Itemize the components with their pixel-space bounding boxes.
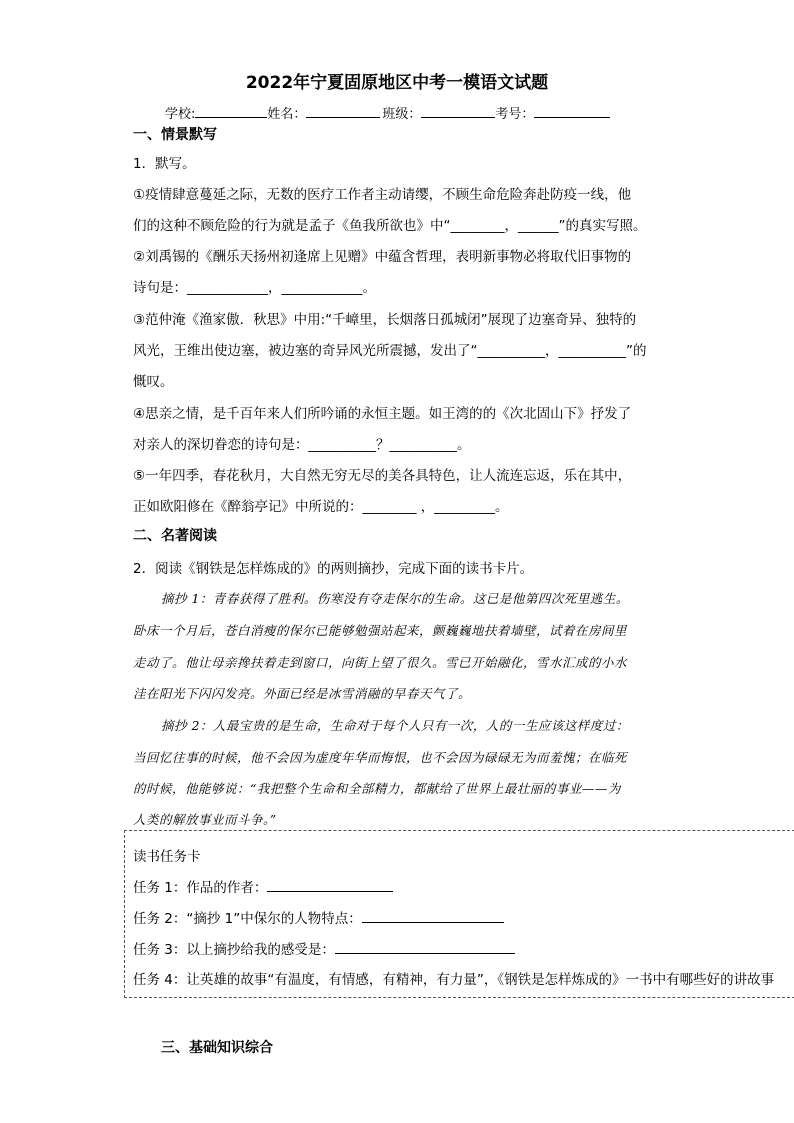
task-3-label: 任务 3：以上摘抄给我的感受是：: [133, 942, 335, 958]
section-heading-1: 一、情景默写: [133, 127, 217, 143]
q1-line: ⑤一年四季，春花秋月，大自然无穷无尽的美各具特色，让人流连忘返，乐在其中，: [133, 468, 632, 484]
class-label: 班级：: [382, 107, 422, 122]
task-2: [133, 907, 504, 927]
name-blank: [306, 105, 380, 118]
excerpt-line: 人类的解放事业而斗争。”: [133, 812, 277, 827]
excerpt-line: 洼在阳光下闪闪发亮。外面已经是冰雪消融的早春天气了。: [133, 686, 472, 701]
school-label: 学校:: [165, 107, 196, 122]
task-1-blank: [267, 879, 393, 892]
task-1: [133, 876, 393, 896]
q1-line: 们的这种不顾危险的行为就是孟子《鱼我所欲也》中“________，______”的真实写照。: [133, 218, 647, 234]
excerpt-line: 摘抄 1：青春获得了胜利。伤寒没有夺走保尔的生命。这已是他第四次死里逃生。: [161, 591, 629, 606]
task-1-label: 任务 1：作品的作者：: [133, 880, 268, 896]
task-2-blank: [362, 910, 504, 923]
q1-line: 对亲人的深切眷恋的诗句是：__________？__________。: [133, 437, 471, 453]
excerpt-line: 当回忆往事的时候，他不会因为虚度年华而悔恨，也不会因为碌碌无为而羞愧；在临死: [133, 750, 628, 765]
q1-line: ③范仲淹《渔家傲．秋思》中用:“千嶂里，长烟落日孤城闭”展现了边塞奇异、独特的: [133, 312, 637, 328]
task-4: [133, 968, 793, 988]
task-card-title: 读书任务卡: [133, 849, 201, 865]
task-3-blank: [335, 941, 515, 954]
q1-line: 正如欧阳修在《醉翁亭记》中所说的：________ ，_________。: [133, 499, 509, 515]
name-label: 姓名：: [267, 107, 307, 122]
number-blank: [534, 105, 610, 118]
excerpt-line: 摘抄 2：人最宝贵的是生命，生命对于每个人只有一次，人的一生应该这样度过：: [161, 718, 629, 733]
excerpt-line: 走动了。他让母亲搀扶着走到窗口，向街上望了很久。雪已开始融化，雪水汇成的小水: [133, 655, 628, 670]
q1-line: 慨叹。: [133, 374, 174, 390]
section-heading-2: 二、名著阅读: [133, 528, 217, 544]
question-1-label: 1．默写。: [133, 156, 196, 172]
task-4-label: 任务 4：让英雄的故事“有温度，有情感，有精神，有力量”，《钢铁是怎样炼成的》一书中有哪些好的讲故事: [133, 972, 775, 988]
q1-line: 诗句是：____________，____________。: [133, 280, 376, 296]
number-label: 考号：: [495, 107, 535, 122]
school-blank: [195, 105, 267, 118]
task-2-label: 任务 2：“摘抄 1”中保尔的人物特点：: [133, 911, 362, 927]
question-2-label: 2．阅读《钢铁是怎样炼成的》的两则摘抄，完成下面的读书卡片。: [133, 561, 534, 577]
excerpt-line: 卧床一个月后，苍白消瘦的保尔已能够勉强站起来，颤巍巍地扶着墙壁，试着在房间里: [133, 623, 628, 638]
q1-line: ①疫情肆意蔓延之际，无数的医疗工作者主动请缨，不顾生命危险奔赴防疫一线，他: [133, 187, 632, 203]
page-title: 2022年宁夏固原地区中考一模语文试题: [245, 73, 549, 93]
excerpt-line: 的时候，他能够说：“我把整个生命和全部精力，都献给了世界上最壮丽的事业——为: [133, 781, 621, 796]
student-info-line: [165, 103, 610, 122]
q1-line: ②刘禹锡的《酬乐天扬州初逢席上见赠》中蕴含哲理，表明新事物必将取代旧事物的: [133, 249, 632, 265]
task-3: [133, 938, 515, 958]
section-heading-3: 三、基础知识综合: [161, 1040, 273, 1056]
class-blank: [421, 105, 495, 118]
q1-line: ④思亲之情，是千百年来人们所吟诵的永恒主题。如王湾的的《次北固山下》抒发了: [133, 406, 632, 422]
q1-line: 风光，王维出使边塞，被边塞的奇异风光所震撼，发出了“__________，__________”的: [133, 343, 647, 359]
